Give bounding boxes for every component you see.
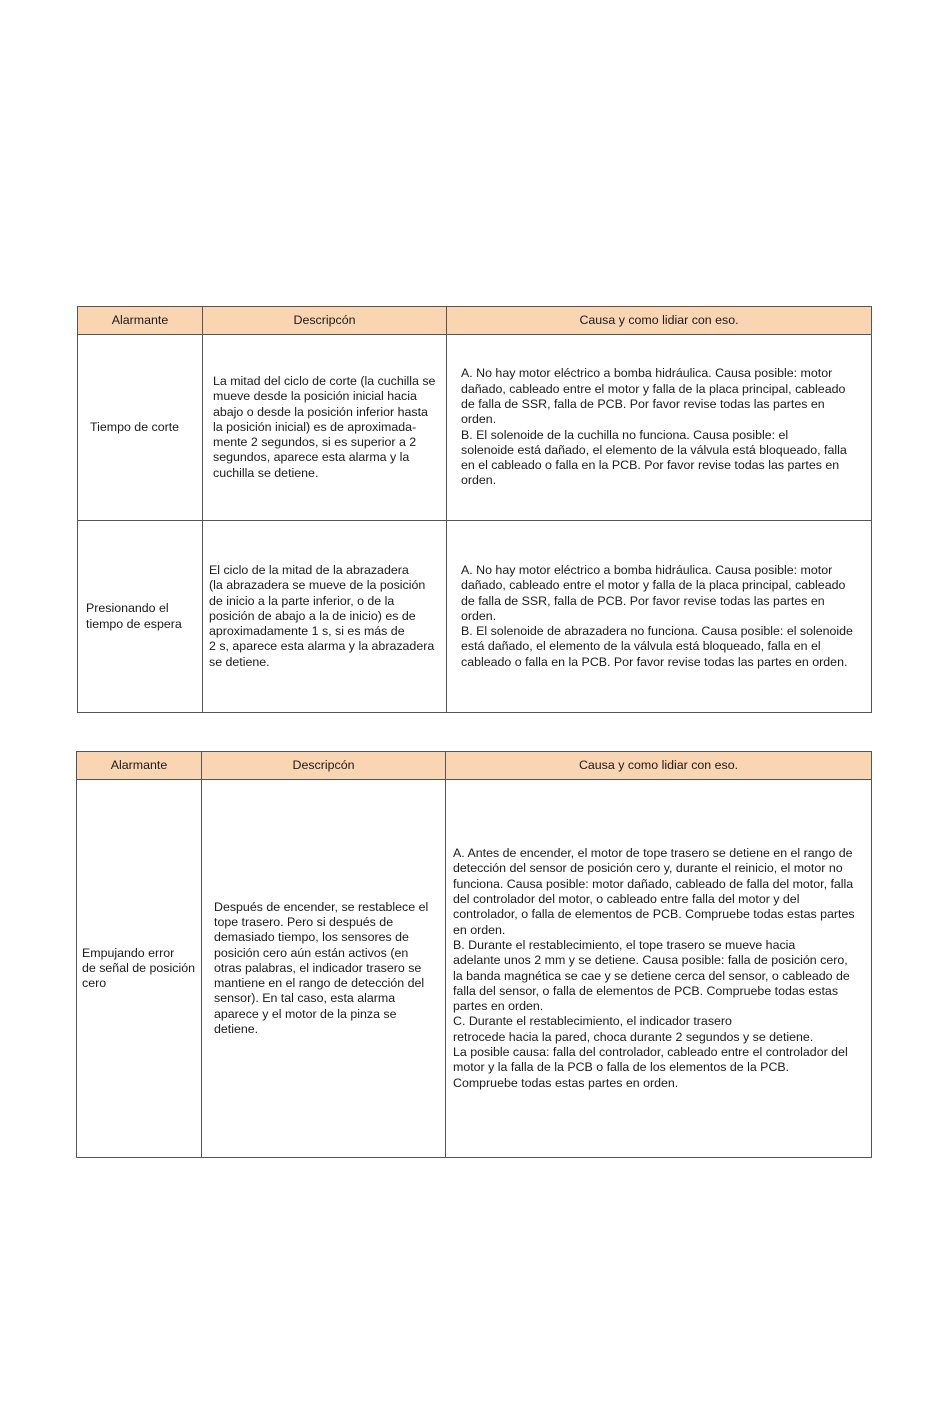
description-cell bbox=[203, 335, 447, 521]
cause-cell bbox=[446, 780, 872, 1158]
alarm-table-2 bbox=[76, 751, 872, 1158]
cause-cell bbox=[447, 521, 872, 713]
table-row bbox=[78, 521, 872, 713]
header-description: Descripcón bbox=[202, 752, 446, 780]
alarm-cause: A. No hay motor eléctrico a bomba hidráulica. Causa posible: motor dañado, cableado entre el motor y falla de la placa principal, cableado de falla de SSR, falla de PCB. Por favor revise todas las partes en orden. B. El solenoide de abrazadera no funciona. Causa posible: el solenoide está dañado, el elemento de la válvula está bloqueado, falla en el cableado o falla en la PCB. Por favor revise todas las partes en orden. bbox=[461, 562, 853, 669]
header-alarm: Alarmante bbox=[77, 752, 202, 780]
header-cause: Causa y como lidiar con eso. bbox=[447, 307, 872, 335]
alarm-cell bbox=[78, 521, 203, 713]
description-cell bbox=[202, 780, 446, 1158]
alarm-description: Después de encender, se restablece el tope trasero. Pero si después de demasiado tiempo, los sensores de posición cero aún están activos (en otras palabras, el indicador trasero se mantiene en el rango de detección del sensor). En tal caso, esta alarma aparece y el motor de la pinza se detiene. bbox=[214, 899, 429, 1037]
alarm-description: La mitad del ciclo de corte (la cuchilla se mueve desde la posición inicial hacia abajo o desde la posición inferior hasta la posición inicial) es de aproximada- mente 2 segundos, si es superior a 2 segundos, aparece esta alarma y la cuchilla se detiene. bbox=[213, 373, 436, 480]
table-row bbox=[77, 780, 872, 1158]
alarm-name: Empujando error de señal de posición cero bbox=[82, 945, 195, 991]
header-cause: Causa y como lidiar con eso. bbox=[446, 752, 872, 780]
table-header-row bbox=[77, 752, 872, 780]
table-header-row bbox=[78, 307, 872, 335]
alarm-cause: A. No hay motor eléctrico a bomba hidráulica. Causa posible: motor dañado, cableado entre el motor y falla de la placa principal, cableado de falla de SSR, falla de PCB. Por favor revise todas las partes en orden. B. El solenoide de la cuchilla no funciona. Causa posible: el solenoide está dañado, el elemento de la válvula está bloqueado, falla en el cableado o falla en la PCB. Por favor revise todas las partes en orden. bbox=[461, 366, 847, 488]
cause-cell bbox=[447, 335, 872, 521]
header-description: Descripcón bbox=[203, 307, 447, 335]
table-row bbox=[78, 335, 872, 521]
alarm-name: Tiempo de corte bbox=[90, 419, 180, 434]
alarm-cause: A. Antes de encender, el motor de tope trasero se detiene en el rango de detección del sensor de posición cero y, durante el reinicio, el motor no funciona. Causa posible: motor dañado, cableado de falla del motor, falla del controlador del motor, o cableado entre falla del motor y del controlador, o falla de elementos de PCB. Compruebe todas estas partes en orden. B. Durante el restablecimiento, el tope trasero se mueve hacia adelante unos 2 mm y se detiene. Causa posible: falla de posición cero, la banda magnética se cae y se detiene cerca del sensor, o cableado de falla del sensor, o falla de elementos de PCB. Compruebe todas estas partes en orden. C. Durante el restablecimiento, el indicador trasero retrocede hacia la pared, choca durante 2 segundos y se detiene. La posible causa: falla del controlador, cableado entre el controlador del motor y la falla de la PCB o falla de los elementos de la PCB. Compruebe todas estas partes en orden. bbox=[453, 846, 855, 1090]
alarm-table-1 bbox=[77, 306, 872, 713]
description-cell bbox=[203, 521, 447, 713]
alarm-name: Presionando el tiempo de espera bbox=[86, 601, 182, 631]
alarm-cell bbox=[78, 335, 203, 521]
alarm-cell bbox=[77, 780, 202, 1158]
alarm-description: El ciclo de la mitad de la abrazadera (la abrazadera se mueve de la posición de inicio a la parte inferior, o de la posición de abajo a la de inicio) es de aproximadamente 1 s, si es más de 2 s, aparece esta alarma y la abrazadera se detiene. bbox=[209, 562, 435, 669]
header-alarm: Alarmante bbox=[78, 307, 203, 335]
